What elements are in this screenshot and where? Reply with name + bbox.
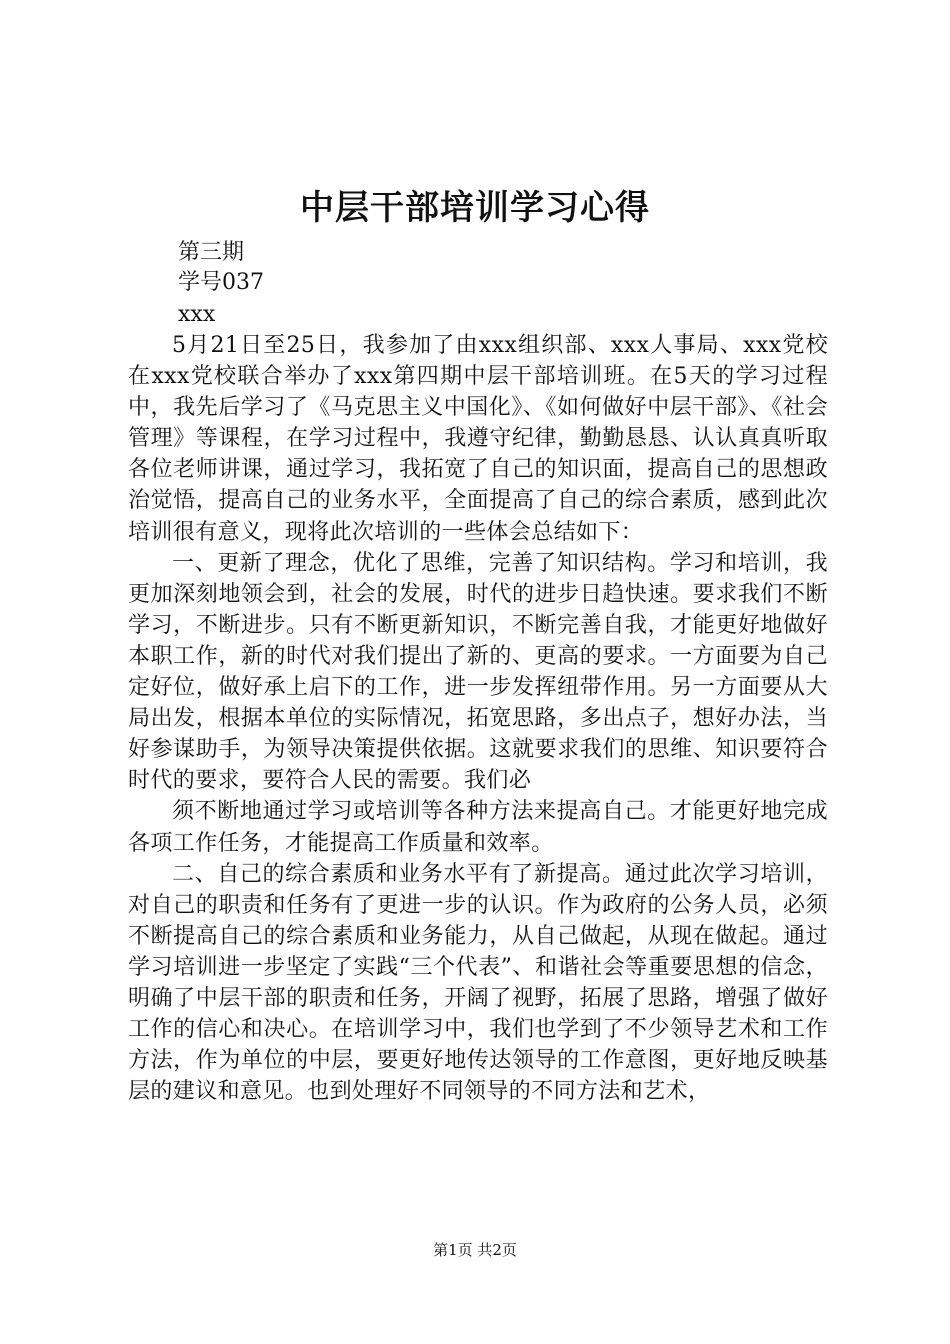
document-body [128, 330, 828, 1107]
meta-name: xxx [178, 302, 216, 327]
paragraph-section-1-cont: 须不断地通过学习或培训等各种方法来提高自己。才能更好地完成各项工作任务，才能提高工作质量和效率。 [128, 799, 828, 856]
paragraph-section-1: 一、更新了理念，优化了思维，完善了知识结构。学习和培训，我更加深刻地领会到，社会的发展，时代的进步日趋快速。要求我们不断学习，不断进步。只有不断更新知识，不断完善自我，才能更好地做好本职工作，新的时代对我们提出了新的、更高的要求。一方面要为自己定好位，做好承上启下的工作，进一步发挥纽带作用。另一方面要从大局出发，根据本单位的实际情况，拓宽思路，多出点子，想好办法，当好参谋助手，为领导决策提供依据。这就要求我们的思维、知识要符合时代的要求，要符合人民的需要。我们必 [128, 550, 828, 794]
paragraph-section-2: 二、自己的综合素质和业务水平有了新提高。通过此次学习培训，对自己的职责和任务有了更进一步的认识。作为政府的公务人员，必须不断提高自己的综合素质和业务能力，从自己做起，从现在做起。通过学习培训进一步坚定了实践“三个代表”、和谐社会等重要思想的信念，明确了中层干部的职责和任务，开阔了视野，拓展了思路，增强了做好工作的信心和决心。在培训学习中，我们也学到了不少领导艺术和工作方法，作为单位的中层，要更好地传达领导的工作意图，更好地反映基层的建议和意见。也到处理好不同领导的不同方法和艺术， [128, 861, 828, 1105]
meta-period: 第三期 [178, 240, 245, 265]
paragraph-intro: 5月21日至25日，我参加了由xxx组织部、xxx人事局、xxx党校在xxx党校联合举办了xxx第四期中层干部培训班。在5天的学习过程中，我先后学习了《马克思主义中国化》、《如何做好中层干部》、《社会管理》等课程，在学习过程中，我遵守纪律，勤勤恳恳、认认真真听取各位老师讲课，通过学习，我拓宽了自己的知识面，提高自己的思想政治觉悟，提高自己的业务水平，全面提高了自己的综合素质，感到此次培训很有意义，现将此次培训的一些体会总结如下： [128, 333, 828, 545]
meta-student-id: 学号037 [178, 270, 264, 295]
document-title: 中层干部培训学习心得 [300, 188, 650, 228]
page-footer: 第1页 共2页 [433, 1241, 517, 1259]
